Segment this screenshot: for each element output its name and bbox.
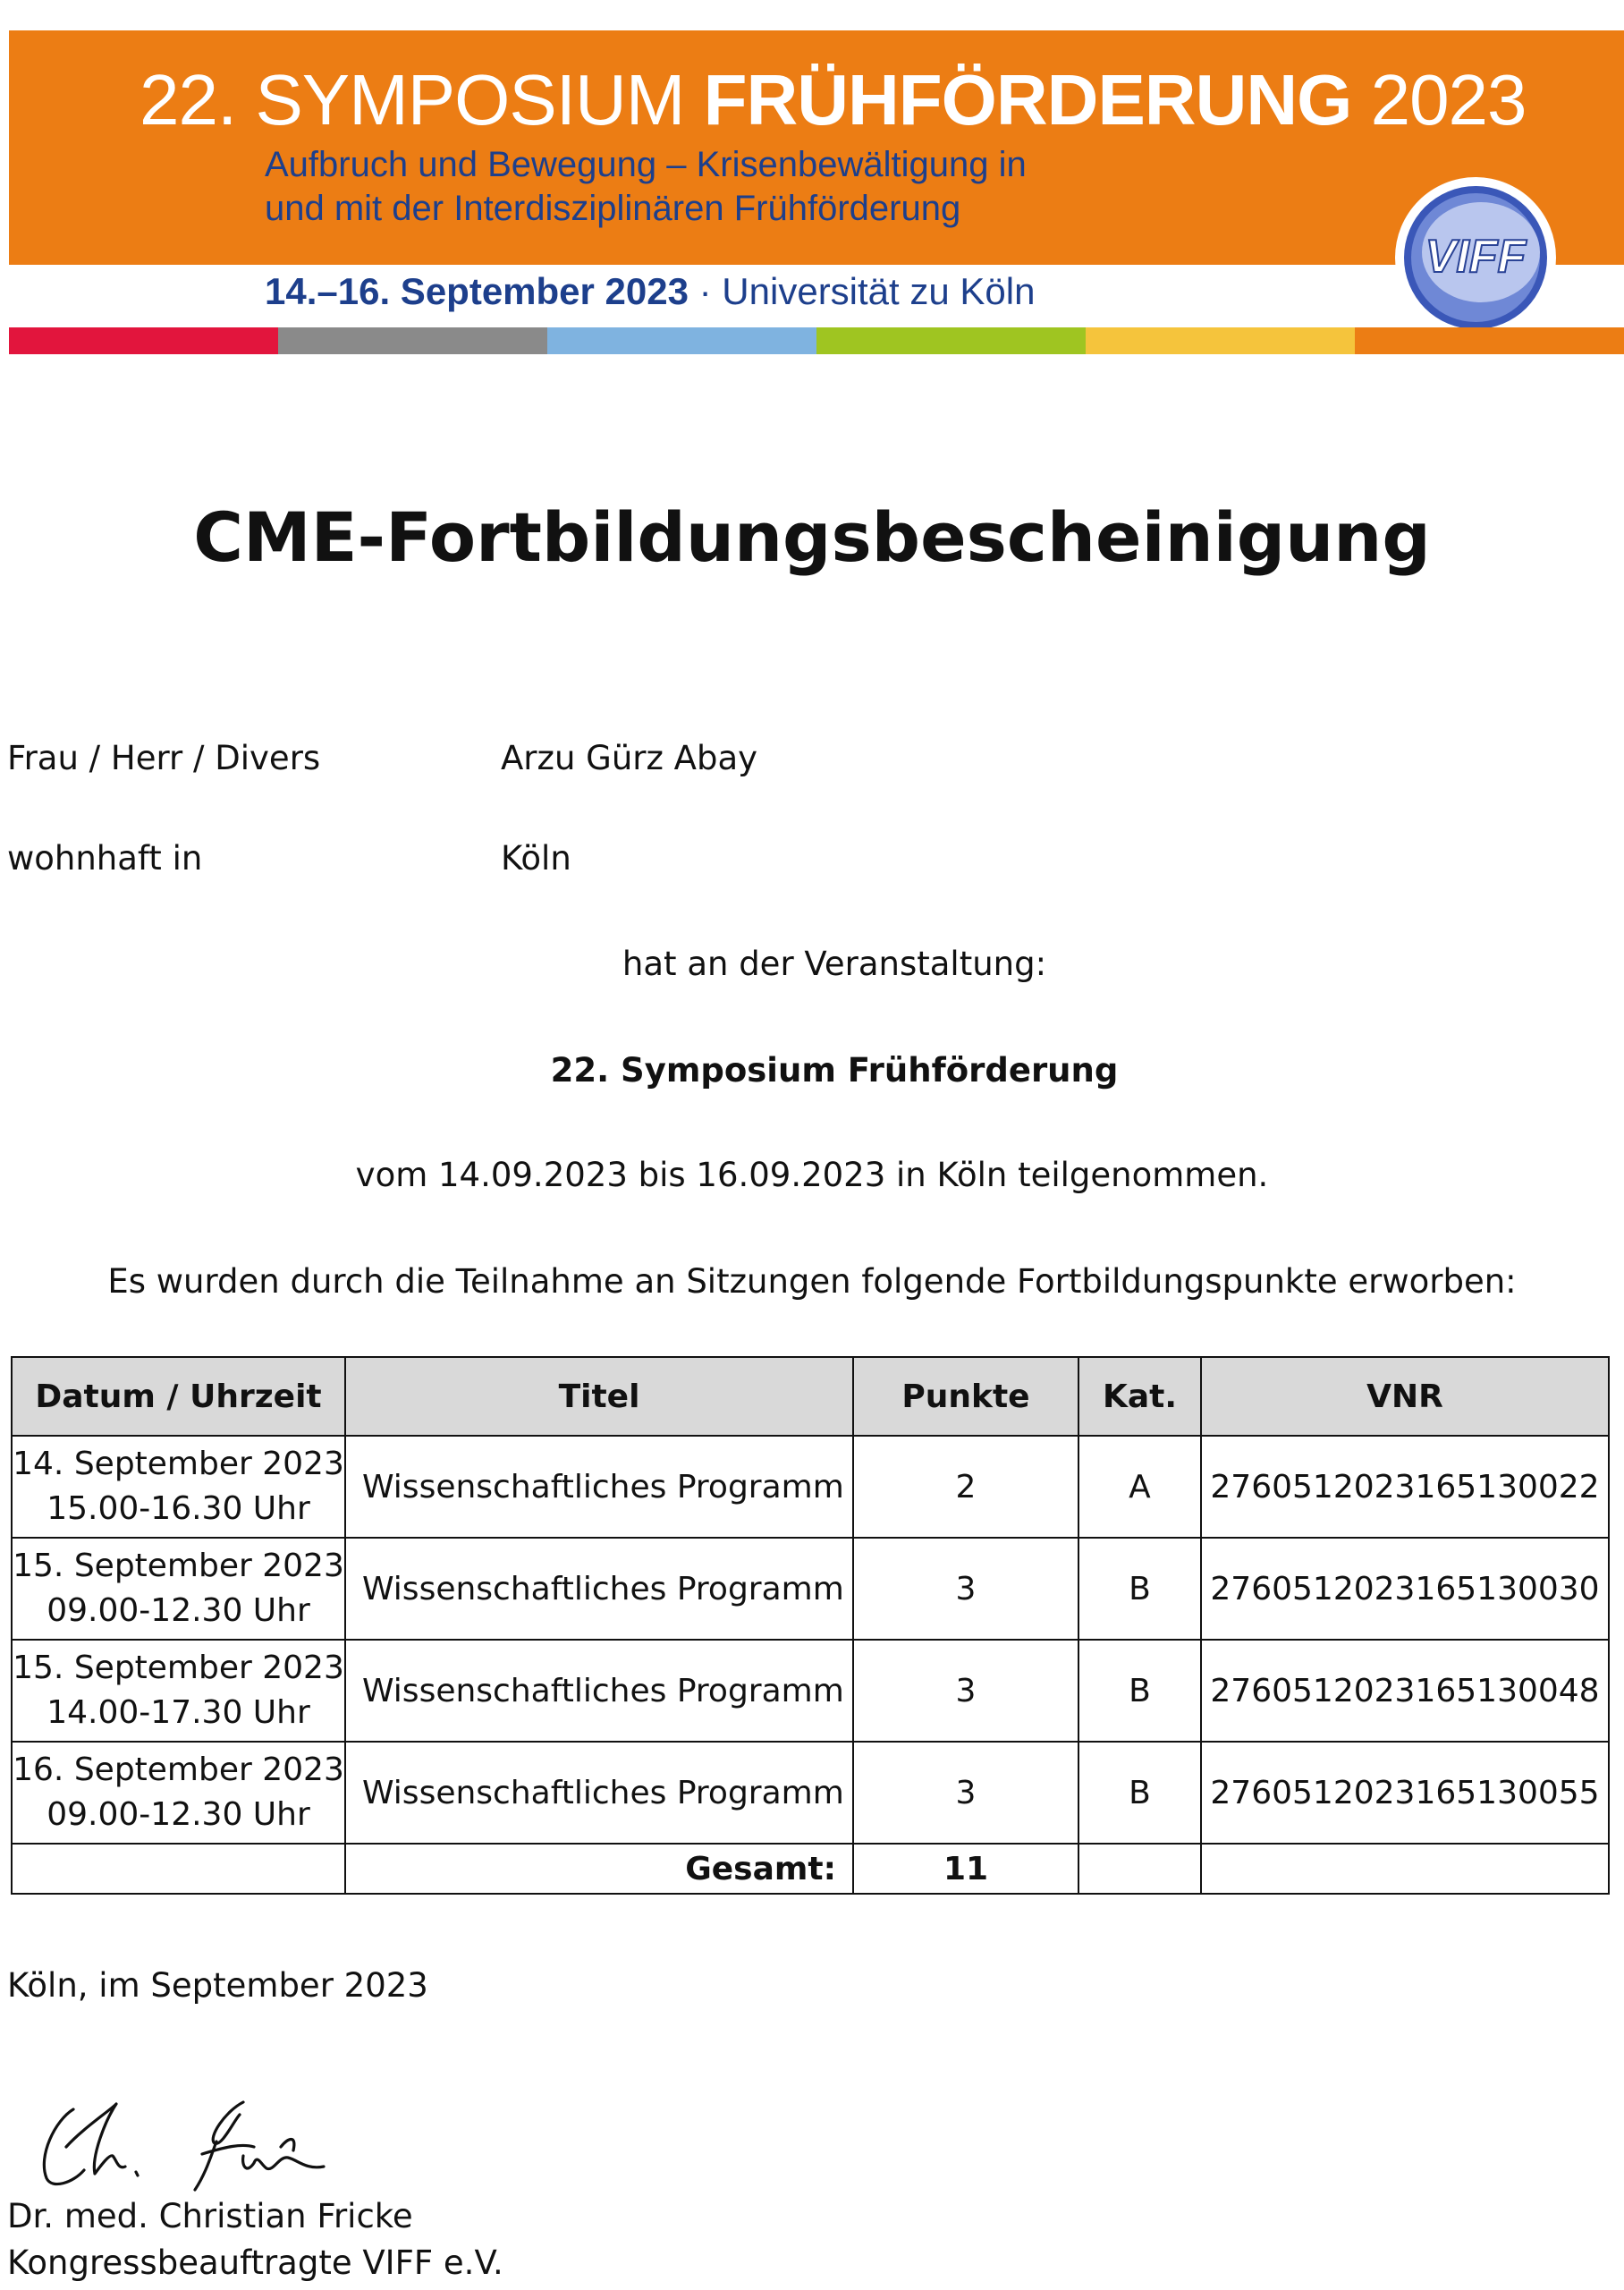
cell-date: 15. September 2023 [13, 1650, 344, 1686]
cell-points: 3 [853, 1640, 1078, 1742]
table-total-row [12, 1844, 1609, 1894]
header-vnr: VNR [1201, 1357, 1609, 1436]
table-row [12, 1436, 1609, 1538]
event-name: 22. Symposium Frühförderung [550, 1051, 1119, 1090]
cell-time: 14.00-17.30 Uhr [47, 1694, 310, 1731]
color-strip [9, 327, 1624, 354]
cell-date-time [12, 1538, 345, 1640]
color-strip-green [816, 327, 1086, 354]
table-row [12, 1742, 1609, 1844]
color-strip-red [9, 327, 278, 354]
cell-date: 15. September 2023 [13, 1548, 344, 1584]
signer-name: Dr. med. Christian Fricke [7, 2197, 413, 2235]
cell-vnr: 2760512023165130030 [1201, 1538, 1609, 1640]
cme-points-table [11, 1356, 1610, 1895]
cell-date: 16. September 2023 [13, 1751, 344, 1788]
cell-time: 09.00-12.30 Uhr [47, 1796, 310, 1833]
place-date: Köln, im September 2023 [7, 1966, 428, 2005]
cell-category: B [1078, 1538, 1201, 1640]
participant-name: Arzu Gürz Abay [501, 739, 758, 777]
table-header-row [12, 1357, 1609, 1436]
date-range-text: vom 14.09.2023 bis 16.09.2023 in Köln teilgenommen. [355, 1156, 1269, 1194]
banner-subtitle-line-1: Aufbruch und Bewegung – Krisenbewältigung in [265, 145, 1027, 184]
table-row [12, 1538, 1609, 1640]
total-empty-cell [12, 1844, 345, 1894]
cell-title: Wissenschaftliches Programm [345, 1640, 853, 1742]
cell-date-time [12, 1742, 345, 1844]
salutation-label: Frau / Herr / Divers [7, 739, 321, 777]
cell-points: 3 [853, 1742, 1078, 1844]
cell-category: B [1078, 1640, 1201, 1742]
banner-title [140, 59, 1527, 141]
signer-role: Kongressbeauftragte VIFF e.V. [7, 2243, 503, 2282]
signature-image [20, 2084, 377, 2201]
cell-category: B [1078, 1742, 1201, 1844]
banner-date: 14.–16. September 2023 [265, 270, 689, 312]
cell-date-time [12, 1640, 345, 1742]
event-banner [9, 30, 1624, 354]
cell-title: Wissenschaftliches Programm [345, 1436, 853, 1538]
cell-title: Wissenschaftliches Programm [345, 1742, 853, 1844]
residence-value: Köln [501, 839, 571, 878]
viff-logo-text: VIFF [1425, 231, 1527, 283]
table-row [12, 1640, 1609, 1742]
cell-vnr: 2760512023165130048 [1201, 1640, 1609, 1742]
banner-date-venue [265, 270, 1035, 313]
cell-vnr: 2760512023165130022 [1201, 1436, 1609, 1538]
banner-title-regular: 22. SYMPOSIUM [140, 60, 704, 140]
color-strip-orange [1355, 327, 1624, 354]
banner-subtitle-line-2: und mit der Interdisziplinären Frühförderung [265, 189, 961, 228]
total-empty-cell [1201, 1844, 1609, 1894]
cell-category: A [1078, 1436, 1201, 1538]
header-points: Punkte [853, 1357, 1078, 1436]
document-title: CME-Fortbildungsbescheinigung [193, 497, 1431, 577]
residence-label: wohnhaft in [7, 839, 203, 878]
banner-subtitle [265, 143, 1248, 231]
cell-points: 2 [853, 1436, 1078, 1538]
header-category: Kat. [1078, 1357, 1201, 1436]
color-strip-lightblue [547, 327, 816, 354]
cell-time: 15.00-16.30 Uhr [47, 1490, 310, 1527]
color-strip-grey [278, 327, 547, 354]
cell-date: 14. September 2023 [13, 1446, 344, 1482]
cell-vnr: 2760512023165130055 [1201, 1742, 1609, 1844]
attended-text: hat an der Veranstaltung: [622, 945, 1047, 983]
banner-title-bold: FRÜHFÖRDERUNG [703, 60, 1352, 140]
cell-time: 09.00-12.30 Uhr [47, 1592, 310, 1629]
banner-venue: · Universität zu Köln [688, 270, 1036, 312]
header-date-time: Datum / Uhrzeit [12, 1357, 345, 1436]
viff-logo [1393, 175, 1558, 340]
cell-points: 3 [853, 1538, 1078, 1640]
total-empty-cell [1078, 1844, 1201, 1894]
header-title: Titel [345, 1357, 853, 1436]
color-strip-yellow [1086, 327, 1355, 354]
points-intro: Es wurden durch die Teilnahme an Sitzungen folgende Fortbildungspunkte erworben: [107, 1262, 1517, 1301]
cell-title: Wissenschaftliches Programm [345, 1538, 853, 1640]
banner-title-year: 2023 [1351, 60, 1527, 140]
cell-date-time [12, 1436, 345, 1538]
total-label: Gesamt: [345, 1844, 853, 1894]
total-points: 11 [853, 1844, 1078, 1894]
